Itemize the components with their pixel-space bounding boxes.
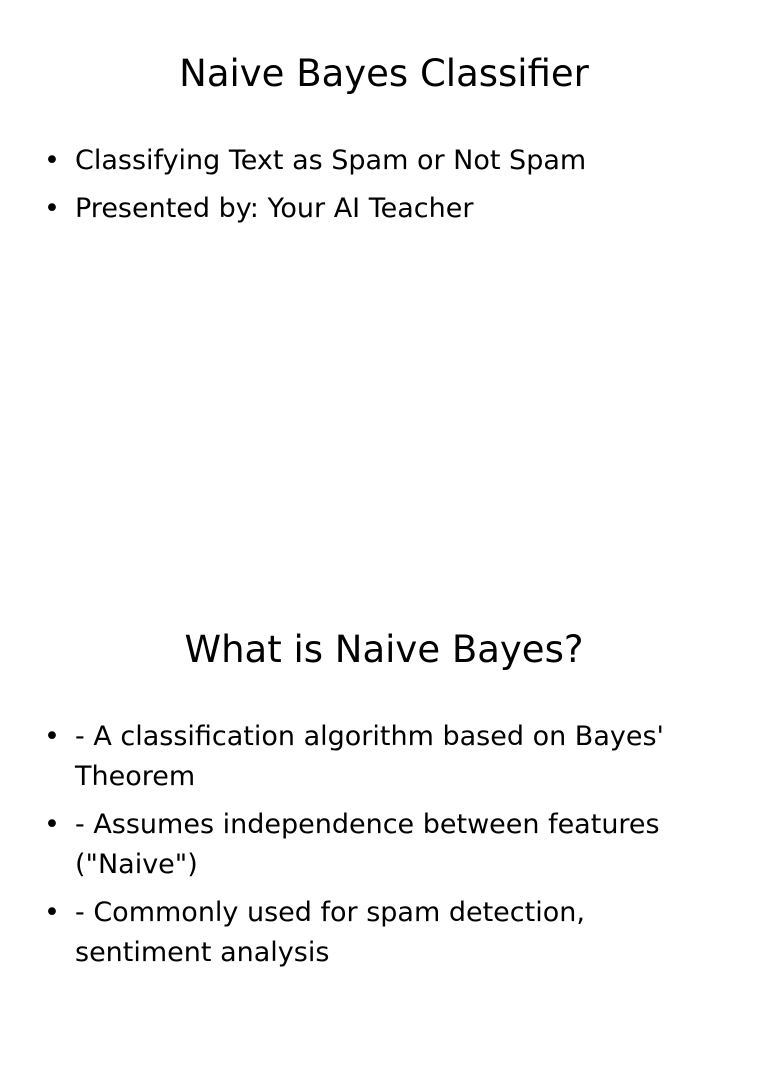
bullet-dot-icon: • [44,145,60,176]
bullet-list [44,717,704,981]
slide-2 [0,577,768,1089]
slide-title: What is Naive Bayes? [184,628,584,671]
bullet-item [44,893,704,973]
bullet-dot-icon: • [44,809,60,840]
bullet-text: Classifying Text as Spam or Not Spam [75,145,587,176]
bullet-text: Presented by: Your AI Teacher [75,193,474,224]
bullet-item [44,141,704,181]
bullet-item [44,189,704,229]
slide-1 [0,0,768,512]
bullet-list [44,141,704,237]
bullet-text: - Assumes independence between features ("Naive") [75,809,660,880]
bullet-dot-icon: • [44,897,60,928]
bullet-text: - Commonly used for spam detection, sentiment analysis [75,897,585,968]
slide-title: Naive Bayes Classifier [179,52,589,95]
bullet-dot-icon: • [44,721,60,752]
bullet-item [44,717,704,797]
bullet-dot-icon: • [44,193,60,224]
bullet-text: - A classification algorithm based on Bayes' Theorem [75,721,664,792]
bullet-item [44,805,704,885]
